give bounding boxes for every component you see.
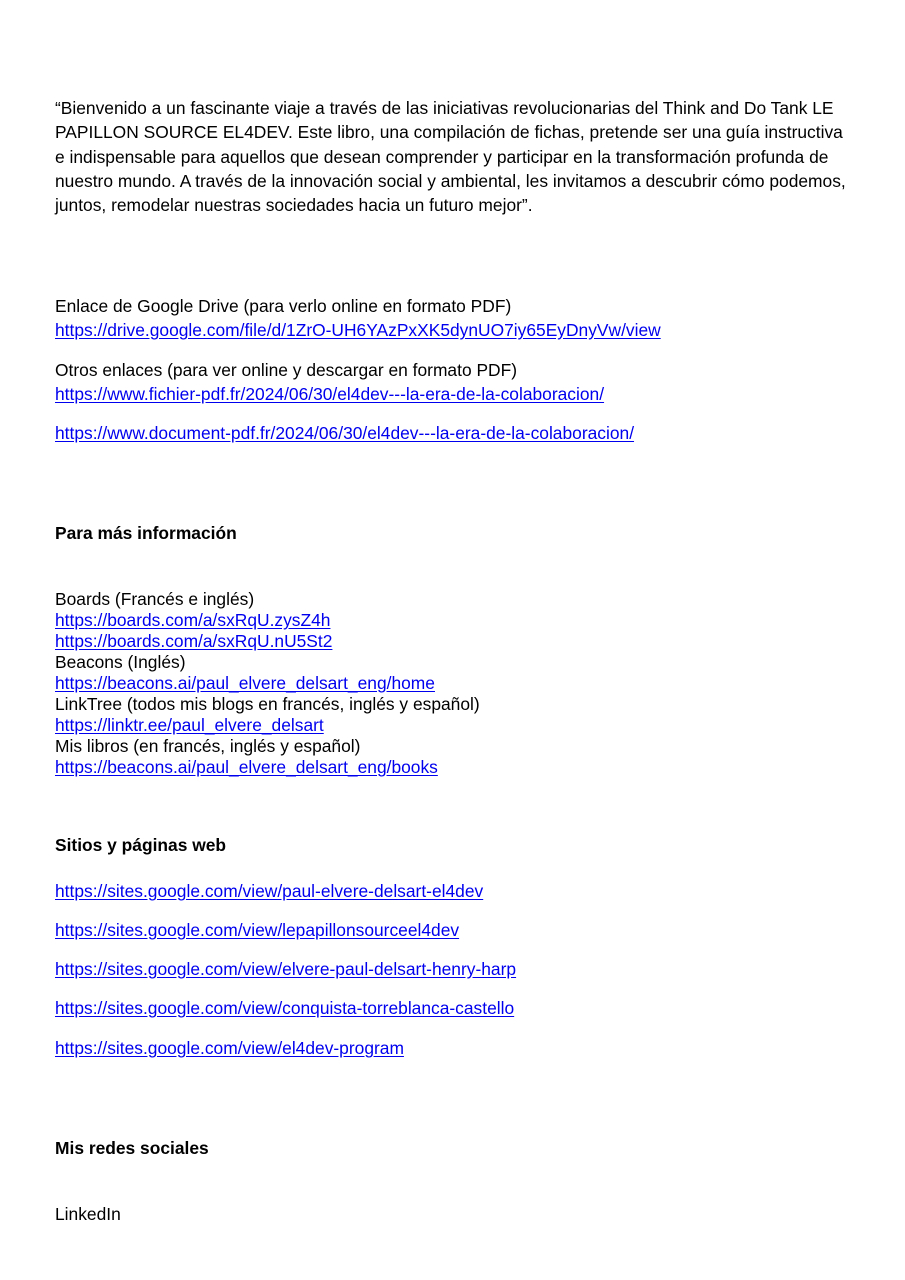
social-heading: Mis redes sociales [55, 1138, 209, 1158]
intro-paragraph: “Bienvenido a un fascinante viaje a través de las iniciativas revolucionarias del Think and Do Tank LE PAPILLON SOURCE EL4DEV. Este libro, una compilación de fichas, pretende ser una guía instructiva e indispensable para aquellos que desean comprender y participar en la transformación profunda de nuestro mundo. A través de la innovación social y ambiental, les invitamos a descubrir cómo podemos, juntos, remodelar nuestras sociedades hacia un futuro mejor”. [55, 98, 846, 216]
fichier-pdf-link[interactable]: https://www.fichier-pdf.fr/2024/06/30/el4dev---la-era-de-la-colaboracion/ [55, 384, 605, 404]
drive-link-row [55, 320, 661, 341]
site-link-henry-harp[interactable]: https://sites.google.com/view/elvere-paul-delsart-henry-harp [55, 959, 517, 979]
boards-label: Boards (Francés e inglés) [55, 589, 255, 609]
boards-link-1[interactable]: https://boards.com/a/sxRqU.zysZ4h [55, 610, 331, 630]
fichier-pdf-link-row [55, 384, 604, 405]
sites-heading: Sitios y páginas web [55, 835, 227, 855]
books-link-row [55, 757, 438, 778]
boards-link-2-row [55, 631, 332, 652]
info-heading: Para más información [55, 523, 237, 543]
document-pdf-link-row [55, 423, 634, 444]
site-link-lepapillonsource[interactable]: https://sites.google.com/view/lepapillonsourceel4dev [55, 920, 460, 940]
document-pdf-link[interactable]: https://www.document-pdf.fr/2024/06/30/el4dev---la-era-de-la-colaboracion/ [55, 423, 635, 443]
linktree-link[interactable]: https://linktr.ee/paul_elvere_delsart [55, 715, 324, 735]
site-link-el4dev-delsart[interactable]: https://sites.google.com/view/paul-elvere-delsart-el4dev [55, 881, 484, 901]
books-link[interactable]: https://beacons.ai/paul_elvere_delsart_eng/books [55, 757, 438, 777]
drive-link[interactable]: https://drive.google.com/file/d/1ZrO-UH6YAzPxXK5dynUO7iy65EyDnyVw/view [55, 320, 661, 340]
site-link-el4dev-program[interactable]: https://sites.google.com/view/el4dev-program [55, 1038, 404, 1058]
beacons-link-row [55, 673, 435, 694]
site-link-row [55, 1038, 404, 1059]
linktree-label: LinkTree (todos mis blogs en francés, inglés y español) [55, 694, 480, 714]
other-links-label: Otros enlaces (para ver online y descargar en formato PDF) [55, 360, 518, 380]
boards-link-2[interactable]: https://boards.com/a/sxRqU.nU5St2 [55, 631, 333, 651]
site-link-row [55, 881, 483, 902]
beacons-link[interactable]: https://beacons.ai/paul_elvere_delsart_eng/home [55, 673, 435, 693]
site-link-conquista[interactable]: https://sites.google.com/view/conquista-torreblanca-castello [55, 998, 515, 1018]
linkedin-label: LinkedIn [55, 1204, 121, 1224]
drive-link-label: Enlace de Google Drive (para verlo online en formato PDF) [55, 296, 512, 316]
site-link-row [55, 959, 516, 980]
beacons-label: Beacons (Inglés) [55, 652, 186, 672]
linktree-link-row [55, 715, 324, 736]
boards-link-1-row [55, 610, 330, 631]
books-label: Mis libros (en francés, inglés y español) [55, 736, 361, 756]
site-link-row [55, 998, 514, 1019]
site-link-row [55, 920, 459, 941]
